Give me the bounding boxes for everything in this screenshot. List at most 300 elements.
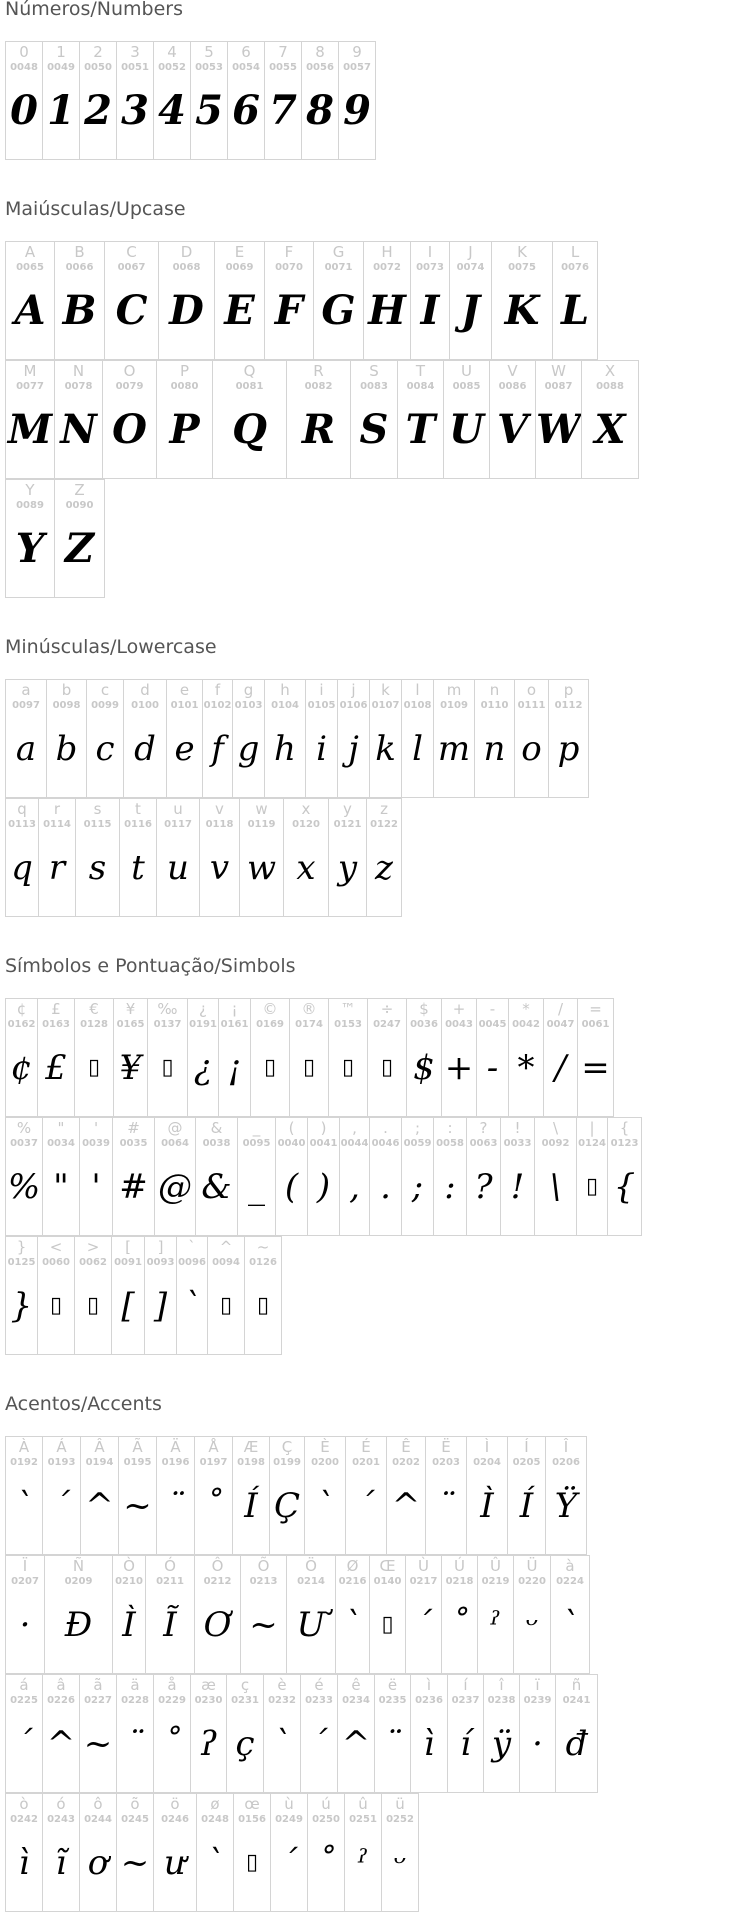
glyph-cell	[5, 1793, 43, 1912]
glyph-character-label: q	[17, 800, 27, 818]
glyph-character-label: Ö	[305, 1557, 317, 1575]
glyph-cell	[5, 41, 43, 160]
glyph-sample: ^	[391, 1486, 421, 1526]
glyph-cell	[74, 998, 114, 1117]
glyph-character-label: m	[446, 681, 462, 699]
glyph-cell	[350, 360, 398, 479]
glyph-character-label: |	[589, 1119, 595, 1137]
glyph-cell	[386, 1436, 426, 1555]
glyph-character-label: á	[19, 1676, 29, 1694]
glyph-sample: ¨	[126, 1724, 144, 1764]
glyph-cell	[369, 1117, 402, 1236]
glyph-sample: í	[460, 1724, 471, 1764]
glyph-sample: =	[581, 1048, 610, 1088]
glyph-character-label: T	[415, 362, 426, 380]
glyph-sample: ơ	[87, 1843, 109, 1883]
glyph-sample: ▯	[49, 1293, 63, 1318]
glyph-code-label: 0197	[199, 1457, 228, 1468]
glyph-row	[5, 679, 588, 798]
glyph-cell	[250, 998, 290, 1117]
glyph-character-label: n	[489, 681, 500, 699]
glyph-cell	[483, 1674, 520, 1793]
glyph-cell	[328, 998, 368, 1117]
glyph-sample: #	[119, 1167, 148, 1207]
glyph-cell	[199, 798, 240, 917]
glyph-character-label: Ô	[211, 1557, 224, 1575]
glyph-sample: `	[273, 1724, 291, 1764]
glyph-code-label: 0042	[512, 1019, 540, 1030]
glyph-sample: l	[412, 729, 423, 769]
glyph-character-label: ¡	[231, 1000, 238, 1018]
glyph-character-label: ;	[414, 1119, 421, 1137]
glyph-character-label: B	[74, 243, 85, 261]
glyph-character-label: œ	[244, 1795, 260, 1813]
glyph-cell	[176, 1236, 208, 1355]
glyph-character-label: ¥	[125, 1000, 136, 1018]
glyph-code-label: 0052	[158, 62, 186, 73]
glyph-sample: ´	[15, 1724, 33, 1764]
glyph-cell	[269, 1436, 305, 1555]
glyph-sample: )	[316, 1167, 331, 1207]
glyph-code-label: 0090	[65, 500, 94, 511]
glyph-code-label: 0057	[343, 62, 371, 73]
glyph-sample: ^	[85, 1486, 114, 1526]
glyph-code-label: 0096	[178, 1257, 206, 1268]
glyph-sample: @	[158, 1167, 192, 1207]
glyph-character-label: 0	[19, 43, 29, 61]
glyph-cell	[218, 998, 251, 1117]
glyph-character-label: l	[415, 681, 420, 699]
glyph-character-label: t	[135, 800, 141, 818]
glyph-code-label: 0246	[161, 1814, 189, 1825]
glyph-code-label: 0049	[47, 62, 75, 73]
glyph-cell	[233, 1793, 271, 1912]
glyph-row	[5, 41, 375, 160]
glyph-sample: T	[405, 406, 436, 453]
glyph-sample: d	[134, 729, 156, 769]
glyph-sample: 7	[269, 87, 297, 134]
glyph-sample: g	[237, 729, 260, 769]
glyph-character-label: -	[489, 1000, 496, 1018]
glyph-character-label: ó	[56, 1795, 66, 1813]
glyph-sample: ·	[19, 1605, 31, 1645]
glyph-character-label: À	[18, 1438, 30, 1456]
glyph-character-label: z	[380, 800, 388, 818]
glyph-cell	[406, 998, 442, 1117]
glyph-cell	[102, 360, 157, 479]
glyph-character-label: &	[210, 1119, 223, 1137]
glyph-code-label: 0106	[339, 700, 368, 711]
glyph-code-label: 0236	[415, 1695, 443, 1706]
glyph-cell	[500, 1117, 535, 1236]
glyph-sample: ¨	[167, 1486, 184, 1526]
glyph-cell	[545, 1436, 587, 1555]
glyph-code-label: 0082	[304, 381, 333, 392]
section-title-lowercase: Minúsculas/Lowercase	[5, 636, 217, 658]
glyph-sample: D	[169, 287, 204, 334]
glyph-row	[5, 798, 401, 917]
glyph-sample: ▯	[219, 1293, 233, 1318]
glyph-sample: ▯	[341, 1055, 355, 1080]
glyph-code-label: 0250	[312, 1814, 340, 1825]
section-title-upcase: Maiúsculas/Upcase	[5, 198, 186, 220]
glyph-sample: Ơ	[203, 1605, 232, 1645]
glyph-character-label: ç	[240, 1676, 250, 1694]
glyph-cell	[344, 1793, 382, 1912]
glyph-character-label: ÷	[380, 1000, 394, 1018]
glyph-cell	[226, 1674, 264, 1793]
glyph-code-label: 0121	[333, 819, 362, 830]
glyph-sample: 6	[232, 87, 260, 134]
glyph-character-label: /	[557, 1000, 564, 1018]
glyph-code-label: 0206	[552, 1457, 580, 1468]
glyph-code-label: 0195	[123, 1457, 152, 1468]
glyph-cell	[301, 41, 339, 160]
glyph-cell	[207, 1236, 245, 1355]
glyph-code-label: 0211	[156, 1576, 184, 1587]
glyph-code-label: 0074	[456, 262, 485, 273]
glyph-character-label: K	[517, 243, 527, 261]
glyph-character-label: 8	[315, 43, 325, 61]
glyph-sample: ▯	[380, 1055, 394, 1080]
glyph-code-label: 0045	[478, 1019, 507, 1030]
glyph-sample: -	[486, 1048, 499, 1088]
glyph-cell	[401, 679, 434, 798]
glyph-sample: đ	[565, 1724, 588, 1764]
glyph-sample: v	[209, 848, 230, 888]
glyph-sample: $	[413, 1048, 435, 1088]
glyph-cell	[369, 679, 402, 798]
glyph-character-label: Ù	[418, 1557, 429, 1575]
glyph-cell	[335, 1555, 370, 1674]
glyph-sample: Ì	[122, 1605, 136, 1645]
glyph-cell	[244, 1236, 282, 1355]
glyph-character-label: Â	[94, 1438, 105, 1456]
glyph-sample: J	[461, 287, 480, 334]
glyph-cell	[489, 360, 536, 479]
glyph-sample: ˀ	[358, 1843, 368, 1883]
glyph-row	[5, 241, 597, 360]
glyph-sample: t	[131, 848, 145, 888]
glyph-sample: f	[211, 729, 224, 769]
glyph-code-label: 0205	[512, 1457, 541, 1468]
glyph-cell	[37, 998, 75, 1117]
glyph-sample: "	[53, 1167, 69, 1207]
glyph-character-label: €	[89, 1000, 99, 1018]
glyph-sample: +	[444, 1048, 474, 1088]
glyph-character-label: ã	[93, 1676, 103, 1694]
glyph-sample: \	[549, 1167, 562, 1207]
glyph-code-label: 0071	[324, 262, 353, 273]
glyph-sample: .	[380, 1167, 391, 1207]
glyph-code-label: 0199	[273, 1457, 301, 1468]
glyph-code-label: 0220	[518, 1576, 546, 1587]
glyph-character-label: í	[463, 1676, 468, 1694]
glyph-code-label: 0213	[249, 1576, 278, 1587]
glyph-sample: ´	[280, 1843, 298, 1883]
glyph-sample: ˚	[317, 1843, 335, 1883]
glyph-sample: ÿ	[491, 1724, 512, 1764]
glyph-sample: `	[561, 1605, 579, 1645]
glyph-code-label: 0094	[212, 1257, 240, 1268]
glyph-sample: X	[594, 406, 626, 453]
glyph-sample: %	[7, 1167, 41, 1207]
glyph-sample: &	[201, 1167, 232, 1207]
glyph-sample: Z	[64, 525, 95, 572]
glyph-character-label: <	[49, 1238, 63, 1256]
glyph-code-label: 0054	[232, 62, 260, 73]
glyph-cell	[264, 241, 314, 360]
glyph-cell	[339, 1117, 370, 1236]
glyph-sample: `	[183, 1286, 201, 1326]
glyph-cell	[54, 360, 103, 479]
glyph-code-label: 0089	[16, 500, 44, 511]
glyph-sample: ì	[18, 1843, 30, 1883]
glyph-sample: ´	[415, 1605, 432, 1645]
glyph-character-label: Ø	[346, 1557, 359, 1575]
glyph-code-label: 0104	[271, 700, 299, 711]
glyph-character-label: 5	[204, 43, 214, 61]
glyph-sample: ]	[153, 1286, 168, 1326]
glyph-code-label: 0041	[309, 1138, 338, 1149]
glyph-code-label: 0111	[517, 700, 546, 711]
glyph-cell	[5, 1555, 45, 1674]
glyph-sample: ´	[53, 1486, 70, 1526]
glyph-code-label: 0079	[115, 381, 144, 392]
glyph-code-label: 0067	[117, 262, 146, 273]
glyph-character-label: Ú	[454, 1557, 465, 1575]
glyph-code-label: 0204	[473, 1457, 501, 1468]
glyph-code-label: 0165	[116, 1019, 145, 1030]
glyph-character-label: à	[565, 1557, 575, 1575]
glyph-code-label: 0095	[242, 1138, 271, 1149]
glyph-character-label: ¢	[16, 1000, 27, 1018]
glyph-code-label: 0201	[352, 1457, 380, 1468]
glyph-character-label: =	[589, 1000, 602, 1018]
glyph-cell	[441, 998, 477, 1117]
glyph-character-label: Å	[208, 1438, 219, 1456]
glyph-code-label: 0035	[119, 1138, 148, 1149]
glyph-character-label: £	[51, 1000, 61, 1018]
glyph-code-label: 0075	[508, 262, 536, 273]
glyph-cell	[166, 679, 203, 798]
glyph-code-label: 0214	[297, 1576, 325, 1587]
glyph-code-label: 0109	[440, 700, 468, 711]
glyph-character-label: C	[126, 243, 137, 261]
glyph-cell	[190, 1674, 227, 1793]
glyph-character-label: >	[86, 1238, 100, 1256]
glyph-character-label: 1	[56, 43, 66, 61]
glyph-character-label: ñ	[571, 1676, 582, 1694]
glyph-code-label: 0161	[220, 1019, 249, 1030]
glyph-code-label: 0034	[47, 1138, 75, 1149]
glyph-code-label: 0068	[172, 262, 201, 273]
glyph-cell	[264, 41, 302, 160]
glyph-code-label: 0058	[436, 1138, 464, 1149]
glyph-code-label: 0212	[203, 1576, 232, 1587]
glyph-sample: s	[88, 848, 107, 888]
glyph-character-label: %	[16, 1119, 32, 1137]
glyph-character-label: Q	[243, 362, 256, 380]
glyph-cell	[477, 1555, 514, 1674]
glyph-sample: n	[483, 729, 506, 769]
glyph-character-label: 4	[167, 43, 177, 61]
glyph-cell	[367, 998, 407, 1117]
glyph-character-label: Ì	[484, 1438, 490, 1456]
glyph-cell	[466, 1436, 508, 1555]
glyph-cell	[232, 1436, 270, 1555]
glyph-code-label: 0099	[91, 700, 119, 711]
glyph-character-label: æ	[201, 1676, 216, 1694]
glyph-sample: (	[284, 1167, 299, 1207]
glyph-code-label: 0248	[201, 1814, 229, 1825]
glyph-cell	[328, 798, 367, 917]
glyph-character-label: s	[93, 800, 102, 818]
glyph-code-label: 0124	[578, 1138, 606, 1149]
glyph-code-label: 0103	[234, 700, 263, 711]
glyph-character-label: Y	[25, 481, 35, 499]
glyph-code-label: 0140	[373, 1576, 402, 1587]
glyph-character-label: ü	[395, 1795, 405, 1813]
glyph-row	[5, 998, 613, 1117]
glyph-code-label: 0196	[161, 1457, 190, 1468]
glyph-sample: O	[112, 406, 147, 453]
glyph-sample: 1	[47, 87, 75, 134]
glyph-character-label: {	[619, 1119, 630, 1137]
glyph-sample: L	[560, 287, 590, 334]
glyph-character-label: e	[179, 681, 190, 699]
glyph-code-label: 0232	[268, 1695, 296, 1706]
glyph-code-label: 0230	[194, 1695, 223, 1706]
glyph-character-label: X	[604, 362, 616, 380]
glyph-code-label: 0233	[305, 1695, 333, 1706]
glyph-sample: Í	[519, 1486, 534, 1526]
glyph-character-label: å	[167, 1676, 177, 1694]
glyph-code-label: 0238	[487, 1695, 516, 1706]
glyph-sample: :	[444, 1167, 456, 1207]
glyph-sample: F	[274, 287, 304, 334]
glyph-character-label: +	[452, 1000, 466, 1018]
glyph-cell	[5, 1236, 38, 1355]
glyph-code-label: 0055	[269, 62, 297, 73]
glyph-cell	[194, 1555, 241, 1674]
glyph-code-label: 0231	[231, 1695, 259, 1706]
glyph-sample: ç	[235, 1724, 255, 1764]
glyph-character-label: c	[100, 681, 110, 699]
glyph-cell	[374, 1674, 411, 1793]
glyph-character-label: ö	[170, 1795, 180, 1813]
glyph-cell	[240, 1555, 287, 1674]
glyph-cell	[5, 798, 39, 917]
glyph-sample: ;	[411, 1167, 424, 1207]
glyph-cell	[514, 679, 549, 798]
glyph-code-label: 0239	[523, 1695, 552, 1706]
glyph-cell	[576, 1117, 608, 1236]
glyph-sample: ˚	[205, 1486, 222, 1526]
glyph-code-label: 0064	[161, 1138, 189, 1149]
glyph-cell	[476, 998, 509, 1117]
glyph-code-label: 0078	[64, 381, 93, 392]
glyph-code-label: 0038	[202, 1138, 231, 1149]
glyph-code-label: 0210	[115, 1576, 143, 1587]
glyph-character-label: È	[320, 1438, 330, 1456]
glyph-character-label: ^	[219, 1238, 233, 1256]
glyph-cell	[113, 998, 148, 1117]
glyph-character-label: U	[461, 362, 472, 380]
glyph-character-label: *	[522, 1000, 530, 1018]
glyph-sample: ?	[474, 1167, 493, 1207]
glyph-character-label: ~	[256, 1238, 270, 1256]
glyph-code-label: 0198	[237, 1457, 265, 1468]
glyph-code-label: 0069	[225, 262, 254, 273]
glyph-cell	[313, 241, 364, 360]
glyph-cell	[555, 1674, 598, 1793]
glyph-character-label: õ	[130, 1795, 140, 1813]
glyph-character-label: o	[526, 681, 537, 699]
section-title-accents: Acentos/Accents	[5, 1393, 162, 1415]
glyph-character-label: è	[277, 1676, 287, 1694]
glyph-sample: N	[60, 406, 97, 453]
glyph-cell	[5, 1674, 43, 1793]
glyph-character-label: 2	[93, 43, 103, 61]
glyph-character-label: k	[381, 681, 390, 699]
glyph-cell	[5, 998, 38, 1117]
glyph-sample: ´	[357, 1486, 375, 1526]
glyph-character-label: Ç	[281, 1438, 293, 1456]
glyph-code-label: 0244	[84, 1814, 112, 1825]
glyph-character-label: y	[343, 800, 352, 818]
glyph-code-label: 0174	[295, 1019, 323, 1030]
glyph-code-label: 0191	[189, 1019, 217, 1030]
glyph-character-label: Ò	[123, 1557, 135, 1575]
glyph-sample: k	[375, 729, 396, 769]
glyph-cell	[190, 41, 228, 160]
glyph-code-label: 0083	[360, 381, 388, 392]
glyph-sample: A	[14, 287, 46, 334]
glyph-sample: £	[45, 1048, 67, 1088]
glyph-character-label: v	[215, 800, 224, 818]
glyph-sample: ¨	[437, 1486, 455, 1526]
glyph-code-label: 0235	[378, 1695, 407, 1706]
glyph-character-label: R	[313, 362, 324, 380]
glyph-code-label: 0229	[158, 1695, 186, 1706]
glyph-sample: P	[169, 406, 200, 453]
glyph-sample: 9	[343, 87, 371, 134]
glyph-sample: ¢	[10, 1048, 33, 1088]
glyph-character-label: (	[288, 1119, 295, 1137]
glyph-cell	[5, 241, 55, 360]
glyph-code-label: 0108	[403, 700, 432, 711]
glyph-character-label: x	[301, 800, 311, 818]
glyph-character-label: )	[320, 1119, 327, 1137]
glyph-cell	[79, 1793, 117, 1912]
glyph-character-label: `	[188, 1238, 196, 1256]
glyph-cell	[227, 41, 265, 160]
glyph-code-label: 0063	[469, 1138, 498, 1149]
glyph-cell	[195, 1117, 238, 1236]
glyph-cell	[366, 798, 402, 917]
glyph-cell	[156, 1436, 195, 1555]
glyph-code-label: 0113	[8, 819, 36, 830]
glyph-sample: Y	[15, 525, 45, 572]
glyph-cell	[79, 1117, 113, 1236]
glyph-sample: i	[316, 729, 327, 769]
glyph-code-label: 0241	[562, 1695, 591, 1706]
glyph-cell	[112, 1555, 146, 1674]
glyph-code-label: 0245	[121, 1814, 149, 1825]
glyph-sample: Ĩ	[163, 1605, 177, 1645]
glyph-character-label: ?	[479, 1119, 488, 1137]
